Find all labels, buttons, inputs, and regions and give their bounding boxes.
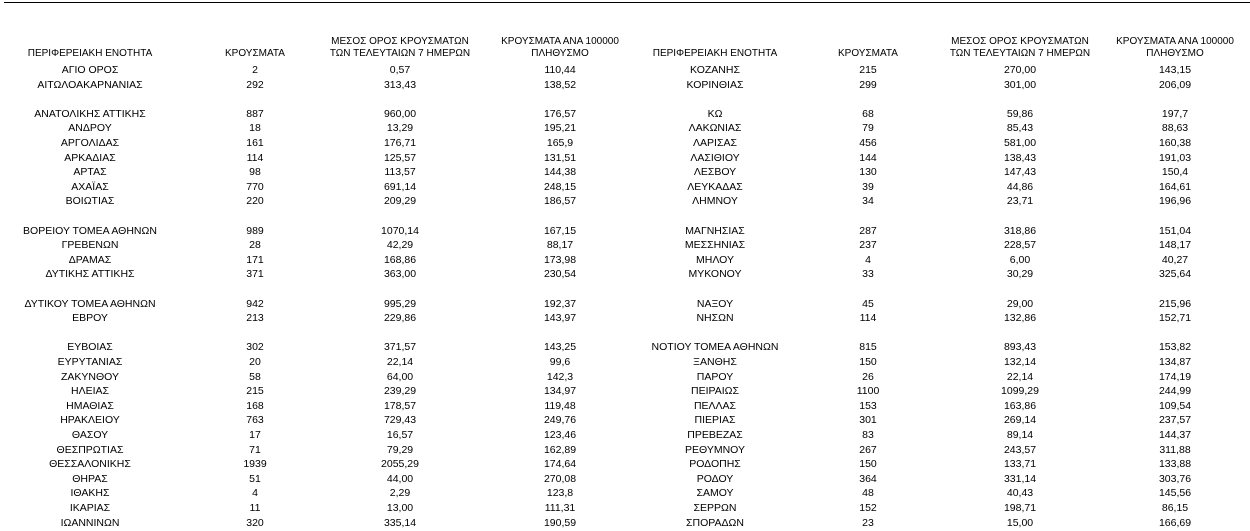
header-avg-line2: ΤΩΝ ΤΕΛΕΥΤΑΙΩΝ 7 ΗΜΕΡΩΝ (949, 48, 1091, 59)
cell-cases: 33 (862, 268, 874, 281)
cell-per100k: 119,48 (544, 399, 576, 412)
cell-region: ΣΕΡΡΩΝ (693, 502, 737, 514)
cell-cases: 48 (862, 487, 874, 500)
cell-region: ΗΜΑΘΙΑΣ (66, 399, 114, 412)
cell-per100k: 153,82 (1158, 341, 1192, 354)
table-row (0, 486, 1250, 501)
cell-avg: 22,14 (386, 356, 414, 368)
cell-avg: 229,86 (383, 312, 417, 325)
cell-region: ΠΕΙΡΑΙΩΣ (691, 385, 739, 398)
cell-per100k: 303,76 (1158, 472, 1192, 485)
cell-region: ΜΕΣΣΗΝΙΑΣ (684, 239, 746, 252)
cell-avg: 42,29 (386, 239, 414, 252)
cell-per100k: 88,63 (1161, 122, 1189, 135)
cell-region: ΔΥΤΙΚΗΣ ΑΤΤΙΚΗΣ (45, 268, 135, 281)
cell-avg: 22,14 (1006, 370, 1034, 383)
cell-cases: 11 (249, 502, 261, 514)
cell-avg: 1099,29 (1001, 385, 1039, 398)
cell-cases: 456 (859, 137, 877, 149)
cell-region: ΔΥΤΙΚΟΥ ΤΟΜΕΑ ΑΘΗΝΩΝ (24, 297, 156, 310)
cell-per100k: 215,96 (1158, 297, 1192, 310)
table-row (0, 151, 1250, 166)
cell-per100k: 248,15 (543, 180, 577, 193)
cell-cases: 299 (859, 78, 877, 91)
cell-region: ΝΑΞΟΥ (696, 297, 734, 310)
cell-per100k: 167,15 (543, 224, 577, 237)
cell-per100k: 197,7 (1161, 107, 1189, 120)
cell-cases: 58 (249, 370, 261, 383)
cell-region: ΗΛΕΙΑΣ (70, 385, 109, 398)
cell-avg: 2055,29 (381, 458, 419, 471)
cell-per100k: 173,98 (543, 253, 577, 266)
table-row (0, 443, 1250, 458)
left-header-region (10, 34, 170, 60)
table-row (0, 194, 1250, 209)
cell-region: ΑΙΤΩΛΟΑΚΑΡΝΑΝΙΑΣ (37, 78, 143, 91)
top-rule (4, 2, 1250, 3)
header-per100k-line1: ΚΡΟΥΣΜΑΤΑ ΑΝΑ 100000 (1116, 36, 1234, 47)
table-row (0, 413, 1250, 428)
cell-avg: 581,00 (1003, 137, 1037, 149)
cell-per100k: 166,69 (1158, 516, 1192, 529)
cell-per100k: 192,37 (543, 297, 577, 310)
table-row (0, 224, 1250, 239)
table-row (0, 121, 1250, 136)
cell-region: ΕΒΡΟΥ (72, 312, 108, 325)
cell-avg: 44,86 (1006, 180, 1034, 193)
cell-cases: 39 (862, 180, 874, 193)
cell-per100k: 143,15 (1158, 64, 1192, 76)
cell-per100k: 164,61 (1158, 180, 1192, 193)
table-row (0, 78, 1250, 93)
cell-avg: 44,00 (386, 472, 414, 485)
cell-cases: 68 (862, 107, 874, 120)
table-row (0, 165, 1250, 180)
cell-region: ΙΚΑΡΙΑΣ (69, 502, 111, 514)
cell-avg: 13,00 (386, 502, 414, 514)
cell-avg: 138,43 (1003, 151, 1037, 164)
left-header-avg (320, 34, 480, 60)
table-row (0, 472, 1250, 487)
cell-avg: 6,00 (1009, 253, 1031, 266)
cell-cases: 153 (859, 399, 877, 412)
cell-avg: 335,14 (383, 516, 417, 529)
cell-cases: 152 (859, 502, 877, 514)
cell-region: ΞΑΝΘΗΣ (693, 356, 737, 368)
cell-region: ΛΑΡΙΣΑΣ (693, 137, 737, 149)
table-row (0, 457, 1250, 472)
cell-cases: 815 (859, 341, 877, 354)
cell-cases: 130 (859, 166, 877, 179)
cell-avg: 147,43 (1003, 166, 1037, 179)
cell-region: ΕΥΒΟΙΑΣ (67, 341, 113, 354)
cell-cases: 168 (246, 399, 264, 412)
cell-per100k: 244,99 (1158, 385, 1192, 398)
cell-region: ΑΡΚΑΔΙΑΣ (64, 151, 116, 164)
cell-per100k: 152,71 (1158, 312, 1192, 325)
cell-per100k: 109,54 (1158, 399, 1192, 412)
cell-cases: 150 (859, 458, 877, 471)
cell-cases: 71 (249, 443, 261, 456)
cell-per100k: 270,08 (543, 472, 577, 485)
cell-region: ΑΓΙΟ ΟΡΟΣ (61, 64, 119, 76)
cell-cases: 28 (249, 239, 261, 252)
cell-cases: 45 (862, 297, 874, 310)
cell-per100k: 151,04 (1158, 224, 1192, 237)
cell-region: ΛΑΣΙΘΙΟΥ (690, 151, 740, 164)
cell-cases: 220 (246, 195, 264, 208)
cell-avg: 13,29 (386, 122, 414, 135)
cell-region: ΚΟΡΙΝΘΙΑΣ (686, 78, 744, 91)
cell-region: ΑΝΔΡΟΥ (68, 122, 112, 135)
cell-region: ΙΩΑΝΝΙΝΩΝ (60, 516, 120, 529)
cell-region: ΜΗΛΟΥ (696, 253, 734, 266)
cell-per100k: 143,97 (543, 312, 577, 325)
cell-region: ΒΟΙΩΤΙΑΣ (65, 195, 115, 208)
cell-cases: 20 (249, 356, 261, 368)
cell-avg: 995,29 (383, 297, 417, 310)
cell-avg: 313,43 (383, 78, 417, 91)
cell-cases: 144 (859, 151, 877, 164)
cell-region: ΡΕΘΥΜΝΟΥ (684, 443, 745, 456)
cell-region: ΠΑΡΟΥ (696, 370, 734, 383)
cell-per100k: 176,57 (543, 107, 577, 120)
cell-cases: 34 (862, 195, 874, 208)
table-row (0, 253, 1250, 268)
right-header-per100k (1100, 34, 1250, 60)
cell-cases: 150 (859, 356, 877, 368)
cell-avg: 1070,14 (381, 224, 419, 237)
header-cases-text: ΚΡΟΥΣΜΑΤΑ (225, 48, 285, 59)
cell-avg: 318,86 (1003, 224, 1037, 237)
cell-cases: 237 (859, 239, 877, 252)
header-per100k-line2: ΠΛΗΘΥΣΜΟ (531, 48, 589, 59)
cell-per100k: 191,03 (1158, 151, 1192, 164)
cell-cases: 17 (249, 429, 261, 441)
table-row (0, 311, 1250, 326)
cell-avg: 371,57 (383, 341, 417, 354)
cell-region: ΜΑΓΝΗΣΙΑΣ (685, 224, 745, 237)
cell-per100k: 148,17 (1158, 239, 1192, 252)
cell-region: ΘΕΣΠΡΩΤΙΑΣ (56, 443, 124, 456)
table-row (0, 399, 1250, 414)
cell-avg: 301,00 (1003, 78, 1037, 91)
cell-per100k: 195,21 (543, 122, 577, 135)
table-row (0, 384, 1250, 399)
cell-per100k: 311,88 (1159, 443, 1191, 456)
header-avg-line2: ΤΩΝ ΤΕΛΕΥΤΑΙΩΝ 7 ΗΜΕΡΩΝ (329, 48, 471, 59)
cell-cases: 287 (859, 224, 877, 237)
cell-avg: 691,14 (383, 180, 417, 193)
cell-avg: 0,57 (389, 64, 411, 76)
cell-avg: 893,43 (1003, 341, 1037, 354)
cell-avg: 198,71 (1003, 502, 1037, 514)
cell-cases: 371 (246, 268, 264, 281)
right-header-avg (940, 34, 1100, 60)
header-avg-line1: ΜΕΣΟΣ ΟΡΟΣ ΚΡΟΥΣΜΑΤΩΝ (331, 36, 469, 47)
cell-avg: 331,14 (1003, 472, 1037, 485)
table-row (0, 297, 1250, 312)
cell-per100k: 134,87 (1158, 356, 1192, 368)
cell-avg: 133,71 (1003, 458, 1037, 471)
cell-cases: 161 (246, 137, 264, 149)
cell-cases: 989 (246, 224, 264, 237)
header-region-text: ΠΕΡΙΦΕΡΕΙΑΚΗ ΕΝΟΤΗΤΑ (652, 48, 778, 59)
cell-per100k: 134,97 (543, 385, 577, 398)
left-header-per100k (480, 34, 640, 60)
cell-avg: 209,29 (383, 195, 417, 208)
cell-cases: 302 (246, 341, 264, 354)
cell-region: ΕΥΡΥΤΑΝΙΑΣ (57, 356, 123, 368)
cell-cases: 98 (249, 166, 261, 179)
cell-avg: 85,43 (1006, 122, 1034, 135)
cell-region: ΘΕΣΣΑΛΟΝΙΚΗΣ (49, 458, 131, 471)
cell-region: ΝΟΤΙΟΥ ΤΟΜΕΑ ΑΘΗΝΩΝ (651, 341, 779, 354)
table-row (0, 370, 1250, 385)
header-region-text: ΠΕΡΙΦΕΡΕΙΑΚΗ ΕΝΟΤΗΤΑ (27, 48, 153, 59)
cell-cases: 4 (865, 253, 871, 266)
cell-avg: 40,43 (1006, 487, 1034, 500)
cell-region: ΜΥΚΟΝΟΥ (688, 268, 742, 281)
cell-region: ΡΟΔΟΠΗΣ (689, 458, 741, 471)
cell-cases: 770 (246, 180, 264, 193)
cell-cases: 301 (859, 414, 877, 427)
cell-avg: 163,86 (1003, 399, 1037, 412)
table-row (0, 63, 1250, 78)
cell-region: ΒΟΡΕΙΟΥ ΤΟΜΕΑ ΑΘΗΝΩΝ (23, 224, 157, 237)
table-row (0, 355, 1250, 370)
cell-avg: 729,43 (383, 414, 417, 427)
cell-per100k: 144,38 (543, 166, 577, 179)
cell-per100k: 160,38 (1158, 137, 1192, 149)
cell-per100k: 138,52 (543, 78, 577, 91)
cell-cases: 4 (252, 487, 258, 500)
cell-per100k: 143,25 (543, 341, 577, 354)
cell-avg: 363,00 (383, 268, 417, 281)
cell-avg: 89,14 (1006, 429, 1034, 441)
cell-per100k: 142,3 (546, 370, 574, 383)
cell-per100k: 123,46 (543, 429, 577, 441)
cell-cases: 23 (862, 516, 874, 529)
cell-region: ΑΡΓΟΛΙΔΑΣ (60, 137, 120, 149)
cell-per100k: 110,44 (544, 64, 576, 76)
cell-region: ΓΡΕΒΕΝΩΝ (61, 239, 119, 252)
cell-region: ΔΡΑΜΑΣ (68, 253, 112, 266)
cell-region: ΠΙΕΡΙΑΣ (694, 414, 736, 427)
cell-avg: 64,00 (386, 370, 414, 383)
cell-per100k: 165,9 (546, 137, 574, 149)
cell-cases: 887 (246, 107, 264, 120)
right-header-region (635, 34, 795, 60)
cell-per100k: 145,56 (1158, 487, 1192, 500)
right-header-cases (823, 34, 913, 60)
cell-per100k: 150,4 (1161, 166, 1189, 179)
cell-avg: 125,57 (383, 151, 417, 164)
header-avg-line1: ΜΕΣΟΣ ΟΡΟΣ ΚΡΟΥΣΜΑΤΩΝ (951, 36, 1089, 47)
cell-region: ΠΡΕΒΕΖΑΣ (687, 429, 743, 441)
left-header-cases (210, 34, 300, 60)
table-row (0, 501, 1250, 516)
cell-region: ΡΟΔΟΥ (696, 472, 734, 485)
cell-cases: 18 (249, 122, 261, 135)
header-per100k-line2: ΠΛΗΘΥΣΜΟ (1146, 48, 1204, 59)
cell-per100k: 111,31 (544, 502, 576, 514)
cell-region: ΘΑΣΟΥ (71, 429, 109, 441)
cell-region: ΣΑΜΟΥ (696, 487, 734, 500)
cell-avg: 239,29 (383, 385, 417, 398)
cell-cases: 364 (859, 472, 877, 485)
cell-per100k: 196,96 (1158, 195, 1192, 208)
cell-avg: 23,71 (1006, 195, 1034, 208)
cell-region: ΛΗΜΝΟΥ (692, 195, 738, 208)
cell-avg: 178,57 (383, 399, 417, 412)
cell-region: ΙΘΑΚΗΣ (70, 487, 110, 500)
cell-region: ΚΩ (707, 107, 723, 120)
cell-avg: 243,57 (1003, 443, 1037, 456)
cell-per100k: 190,59 (543, 516, 577, 529)
cell-per100k: 237,57 (1158, 414, 1192, 427)
cell-cases: 114 (859, 312, 877, 325)
cell-region: ΘΗΡΑΣ (72, 472, 108, 485)
cell-per100k: 325,64 (1158, 268, 1192, 281)
cell-cases: 267 (859, 443, 877, 456)
cell-region: ΑΡΤΑΣ (73, 166, 107, 179)
cell-avg: 15,00 (1006, 516, 1034, 529)
cell-cases: 213 (246, 312, 264, 325)
cell-avg: 113,57 (384, 166, 416, 179)
cell-per100k: 133,88 (1158, 458, 1192, 471)
cell-per100k: 86,15 (1161, 502, 1189, 514)
cell-avg: 228,57 (1003, 239, 1037, 252)
cell-avg: 59,86 (1006, 107, 1034, 120)
cell-avg: 270,00 (1003, 64, 1037, 76)
table-row (0, 107, 1250, 122)
cell-per100k: 99,6 (549, 356, 571, 368)
cell-cases: 26 (862, 370, 874, 383)
cell-avg: 176,71 (383, 137, 417, 149)
cell-cases: 171 (246, 253, 264, 266)
cell-cases: 1939 (243, 458, 267, 471)
cell-per100k: 131,51 (543, 151, 577, 164)
table-row (0, 516, 1250, 531)
cell-cases: 215 (246, 385, 264, 398)
cell-region: ΛΕΣΒΟΥ (693, 166, 737, 179)
cell-per100k: 186,57 (543, 195, 577, 208)
cell-per100k: 88,17 (546, 239, 574, 252)
cell-avg: 30,29 (1006, 268, 1034, 281)
cell-region: ΛΕΥΚΑΔΑΣ (687, 180, 743, 193)
cell-region: ΑΧΑΪΑΣ (71, 180, 109, 193)
cell-cases: 79 (862, 122, 874, 135)
cell-region: ΛΑΚΩΝΙΑΣ (688, 122, 742, 135)
cell-cases: 114 (246, 151, 264, 164)
cell-avg: 79,29 (386, 443, 414, 456)
cell-cases: 942 (246, 297, 264, 310)
cell-per100k: 174,19 (1158, 370, 1192, 383)
cell-avg: 269,14 (1003, 414, 1037, 427)
cell-cases: 763 (246, 414, 264, 427)
cell-per100k: 174,64 (543, 458, 577, 471)
cell-region: ΣΠΟΡΑΔΩΝ (686, 516, 744, 529)
cell-avg: 16,57 (386, 429, 414, 441)
cell-cases: 51 (249, 472, 261, 485)
cell-cases: 1100 (856, 385, 880, 398)
cell-region: ΠΕΛΛΑΣ (693, 399, 737, 412)
cell-region: ΝΗΣΩΝ (696, 312, 734, 325)
table-row (0, 180, 1250, 195)
cell-avg: 132,86 (1003, 312, 1037, 325)
cell-per100k: 123,8 (546, 487, 574, 500)
cell-avg: 29,00 (1006, 297, 1034, 310)
table-row (0, 136, 1250, 151)
cell-region: ΚΟΖΑΝΗΣ (690, 64, 740, 76)
cell-region: ΑΝΑΤΟΛΙΚΗΣ ΑΤΤΙΚΗΣ (34, 107, 146, 120)
cell-avg: 2,29 (389, 487, 411, 500)
table-row (0, 340, 1250, 355)
cell-per100k: 206,09 (1158, 78, 1192, 91)
cell-cases: 292 (246, 78, 264, 91)
table-row (0, 238, 1250, 253)
cell-cases: 320 (246, 516, 264, 529)
table-row (0, 428, 1250, 443)
cell-per100k: 162,89 (543, 443, 577, 456)
cell-per100k: 144,37 (1158, 429, 1192, 441)
cell-region: ΖΑΚΥΝΘΟΥ (60, 370, 119, 383)
cell-avg: 168,86 (383, 253, 417, 266)
cell-per100k: 249,76 (543, 414, 577, 427)
header-per100k-line1: ΚΡΟΥΣΜΑΤΑ ΑΝΑ 100000 (501, 36, 619, 47)
cell-cases: 215 (859, 64, 877, 76)
cell-avg: 960,00 (383, 107, 417, 120)
header-cases-text: ΚΡΟΥΣΜΑΤΑ (838, 48, 898, 59)
cell-per100k: 230,54 (543, 268, 577, 281)
cell-cases: 2 (252, 64, 258, 76)
cell-region: ΗΡΑΚΛΕΙΟΥ (60, 414, 120, 427)
cell-per100k: 40,27 (1161, 253, 1189, 266)
cell-cases: 83 (862, 429, 874, 441)
table-row (0, 267, 1250, 282)
cell-avg: 132,14 (1003, 356, 1037, 368)
